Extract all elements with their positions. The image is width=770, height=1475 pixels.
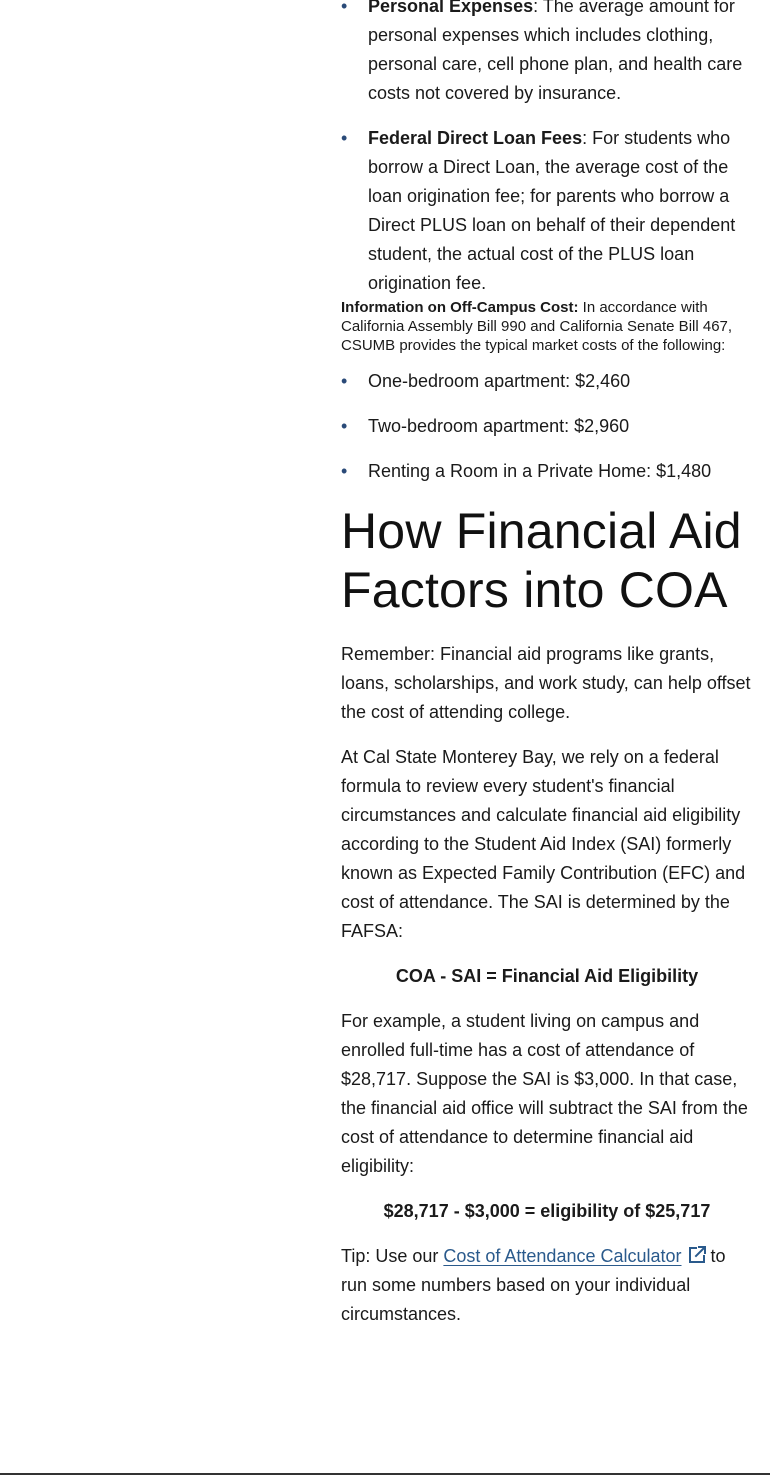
item-term: Personal Expenses [368, 0, 534, 16]
off-campus-item: One-bedroom apartment: $2,460 [368, 371, 631, 391]
bullet-icon: • [341, 0, 348, 16]
list-item [341, 367, 753, 396]
bullet-icon: • [341, 371, 348, 391]
paragraph-formula-intro: At Cal State Monterey Bay, we rely on a federal formula to review every student's financial circumstances and calculate financial aid eligibility according to the Student Aid Index (SAI) formerly known as Expected Family Contribution (EFC) and cost of attendance. The SAI is determined by the FAFSA: [341, 747, 746, 941]
off-campus-text: In accordance with California Assembly Bill 990 and California Senate Bill 467, CSUMB provides the typical market costs of the following: [341, 299, 733, 354]
expense-list [341, 0, 753, 298]
off-campus-info [341, 298, 753, 355]
bullet-icon: • [341, 461, 348, 481]
off-campus-item: Renting a Room in a Private Home: $1,480 [368, 461, 712, 481]
section-heading: How Financial Aid Factors into COA [341, 503, 742, 618]
off-campus-list [341, 367, 753, 486]
item-desc: : For students who borrow a Direct Loan, the average cost of the loan origination fee; for parents who borrow a Direct PLUS loan on behalf of their dependent student, the actual cost of the PLUS loan origination fee. [368, 128, 736, 293]
coa-calculator-link[interactable]: Cost of Attendance Calculator [443, 1246, 682, 1266]
bullet-icon: • [341, 416, 348, 436]
tip-prefix: Tip: Use our [341, 1246, 444, 1266]
paragraph-example: For example, a student living on campus and enrolled full-time has a cost of attendance of $28,717. Suppose the SAI is $3,000. In that case, the financial aid office will subtract the SAI from the cost of attendance to determine financial aid eligibility: [341, 1011, 748, 1176]
item-desc: : The average amount for personal expenses which includes clothing, personal care, cell phone plan, and health care costs not covered by insurance. [368, 0, 743, 103]
external-link-icon[interactable] [688, 1246, 706, 1264]
list-item [341, 412, 753, 441]
bullet-icon: • [341, 128, 348, 148]
main-content [341, 0, 753, 1345]
list-item [341, 457, 753, 486]
formula-example: $28,717 - $3,000 = eligibility of $25,717 [383, 1201, 711, 1221]
list-item [341, 0, 753, 108]
tip-paragraph [341, 1242, 753, 1329]
item-term: Federal Direct Loan Fees [368, 128, 583, 148]
formula-coa-sai: COA - SAI = Financial Aid Eligibility [395, 966, 699, 986]
tip-suffix: to run some numbers based on your individual circumstances. [341, 1246, 726, 1324]
off-campus-label: Information on Off-Campus Cost: [341, 299, 579, 316]
paragraph-remember: Remember: Financial aid programs like grants, loans, scholarships, and work study, can help offset the cost of attending college. [341, 644, 751, 722]
off-campus-item: Two-bedroom apartment: $2,960 [368, 416, 630, 436]
list-item [341, 124, 753, 298]
